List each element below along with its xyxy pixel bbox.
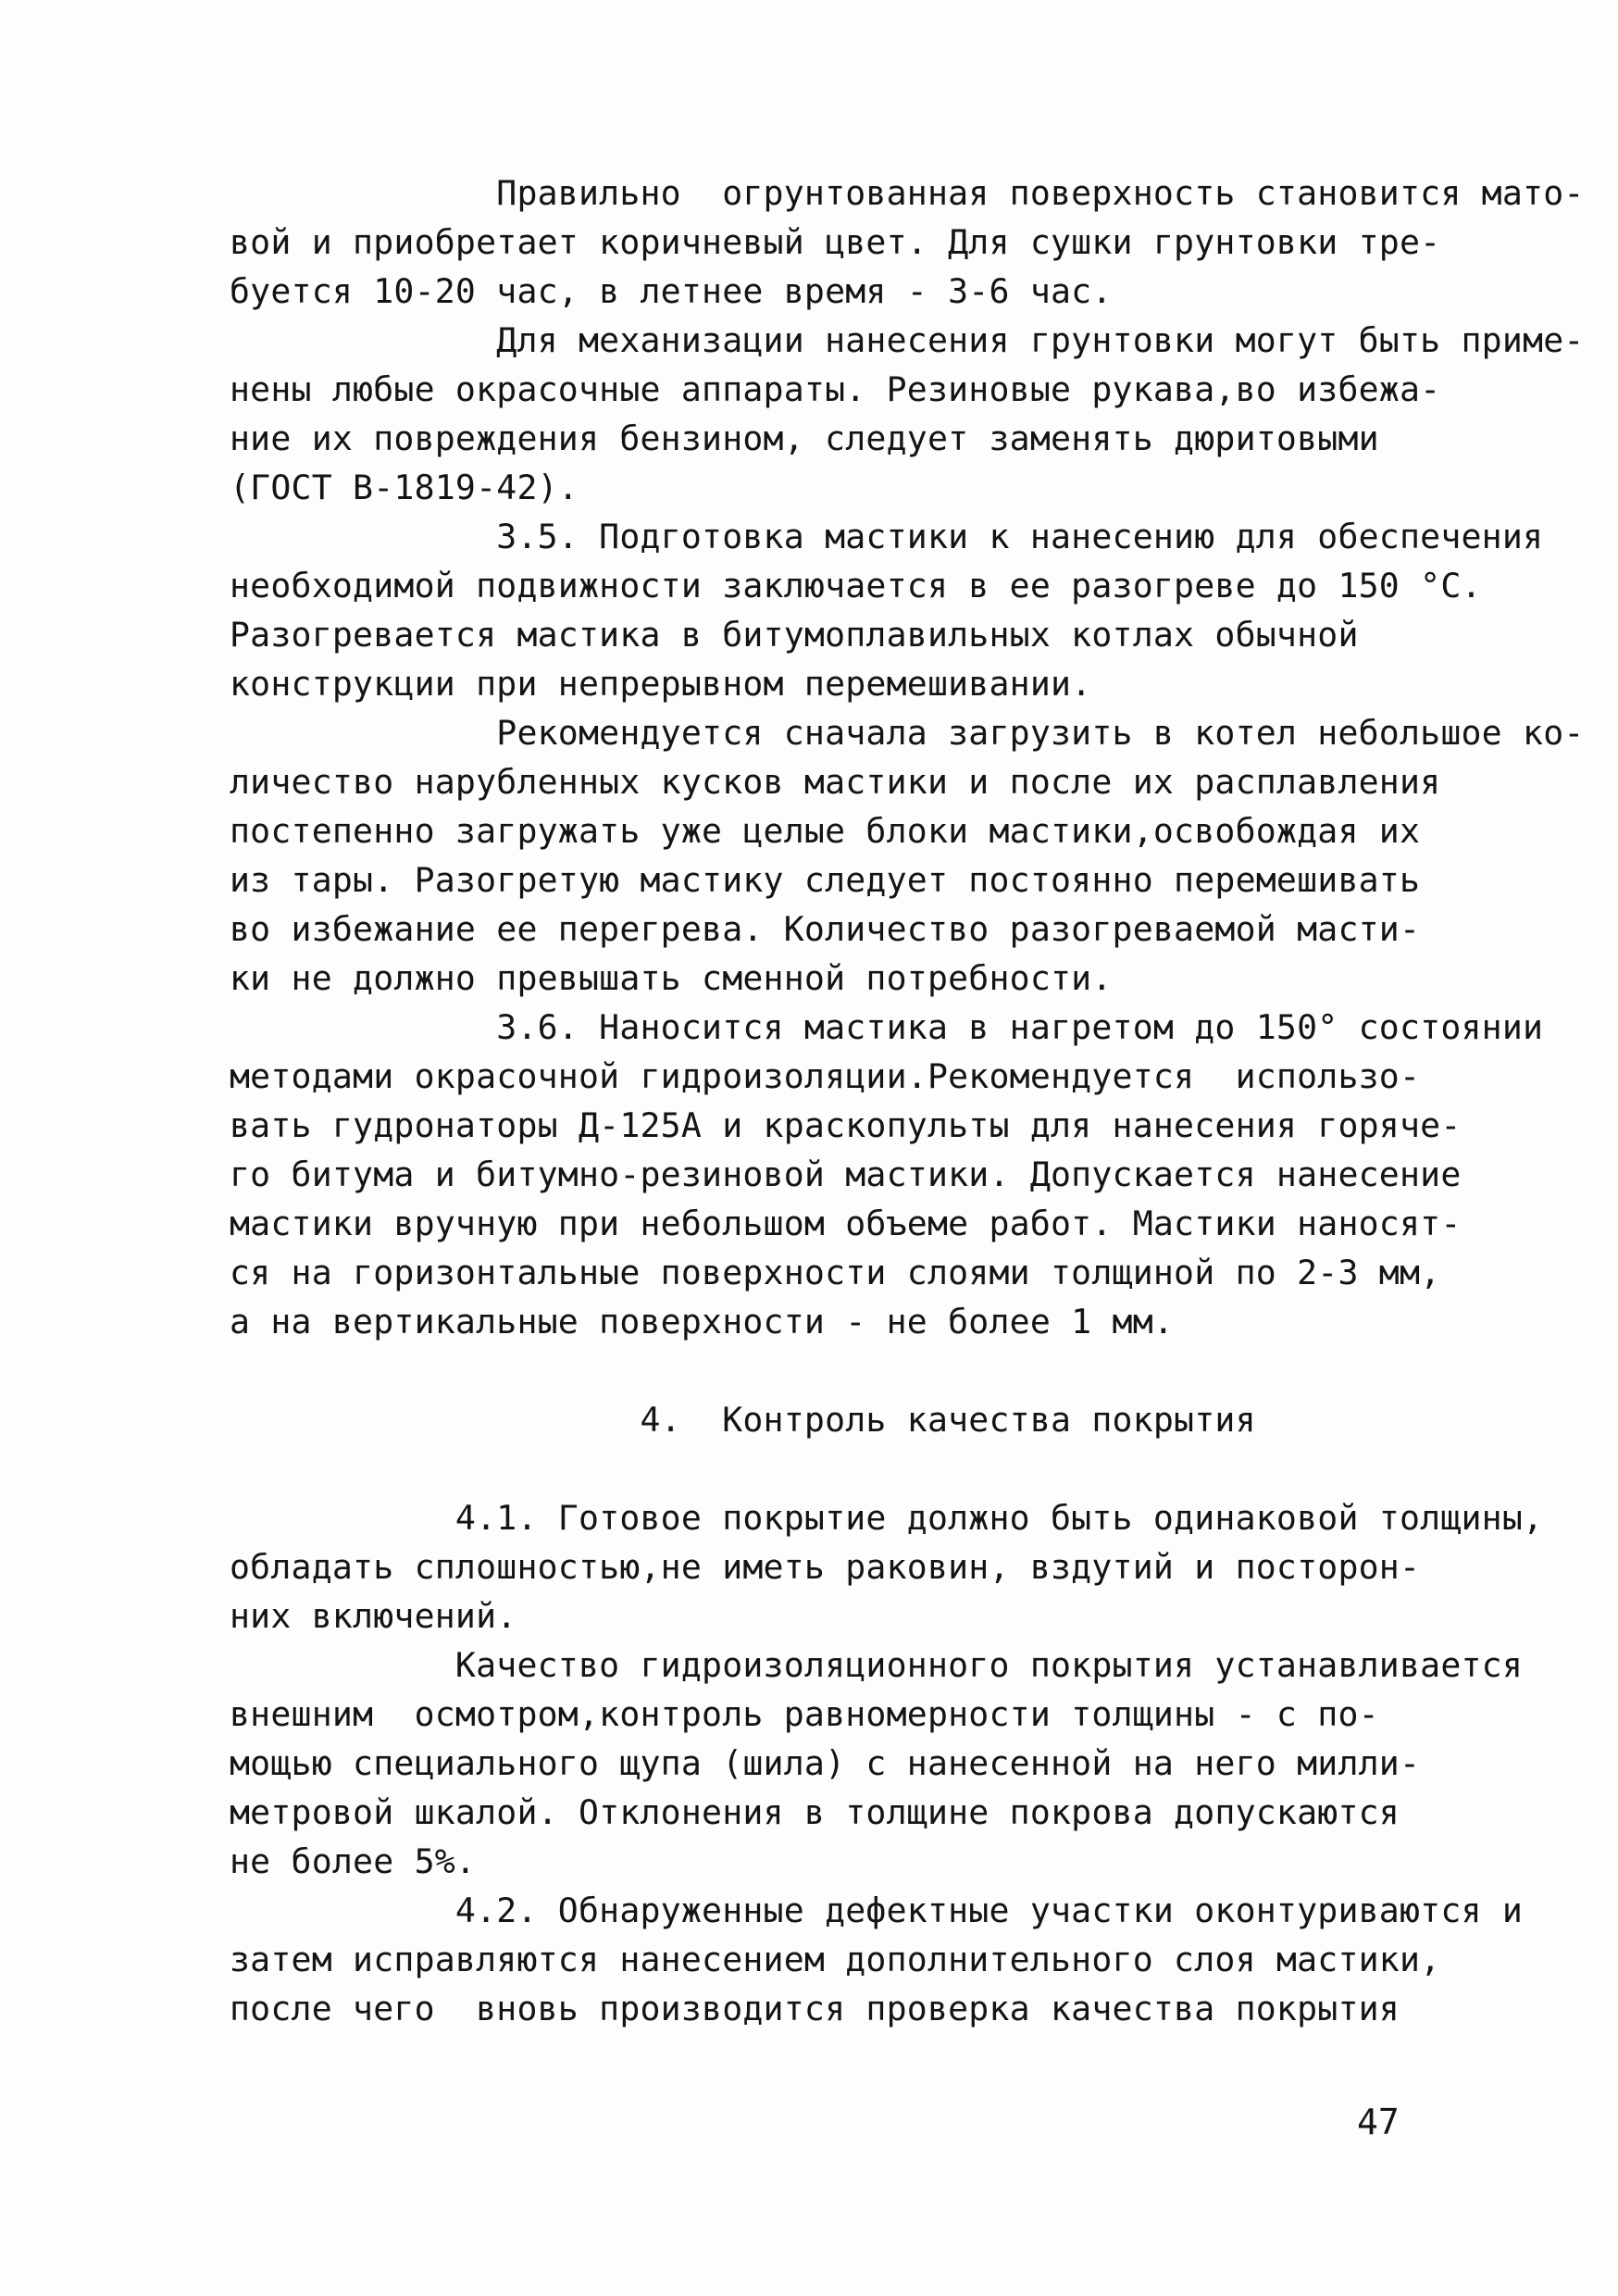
text-line: ся на горизонтальные поверхности слоями толщиной по 2-3 мм,: [230, 1253, 1441, 1292]
text-line: метровой шкалой. Отклонения в толщине покрова допускаются: [230, 1792, 1400, 1832]
blank-line: [230, 1346, 1442, 1395]
text-line: ние их повреждения бензином, следует заменять дюритовыми: [230, 418, 1379, 458]
text-line: го битума и битумно-резиновой мастики. Допускается нанесение: [230, 1154, 1462, 1194]
text-line: постепенно загружать уже целые блоки мастики,освобождая их: [230, 811, 1421, 851]
text-line: нены любые окрасочные аппараты. Резиновые рукава,во избежа-: [230, 369, 1441, 409]
text-line: во избежание ее перегрева. Количество разогреваемой масти-: [230, 909, 1421, 949]
text-line: Качество гидроизоляционного покрытия устанавливается: [230, 1645, 1524, 1685]
document-text: [230, 168, 1585, 2033]
text-line: них включений.: [230, 1596, 517, 1636]
text-line: Разогревается мастика в битумоплавильных котлах обычной: [230, 615, 1359, 655]
text-line: 4.1. Готовое покрытие должно быть одинаковой толщины,: [230, 1498, 1544, 1538]
text-line: а на вертикальные поверхности - не более 1 мм.: [230, 1302, 1175, 1341]
page-number: 47: [1357, 2102, 1400, 2142]
text-line: необходимой подвижности заключается в ее разогреве до 150 °С.: [230, 566, 1482, 605]
text-line: 4.2. Обнаруженные дефектные участки оконтуриваются и: [230, 1890, 1524, 1930]
text-line: 3.6. Наносится мастика в нагретом до 150° состоянии: [230, 1007, 1544, 1047]
text-line: Рекомендуется сначала загрузить в котел небольшое ко-: [230, 713, 1585, 753]
text-line: буется 10-20 час, в летнее время - 3-6 час.: [230, 271, 1113, 311]
text-line: мощью специального щупа (шила) с нанесенной на него милли-: [230, 1743, 1421, 1783]
blank-line: [230, 1444, 1442, 1493]
text-line: обладать сплошностью,не иметь раковин, вздутий и посторон-: [230, 1547, 1421, 1587]
text-line: мастики вручную при небольшом объеме работ. Мастики наносят-: [230, 1204, 1462, 1243]
text-line: ки не должно превышать сменной потребности.: [230, 958, 1113, 998]
text-line: Правильно огрунтованная поверхность становится мато-: [230, 173, 1585, 213]
text-line: конструкции при непрерывном перемешивании.: [230, 664, 1092, 704]
text-line: вать гудронаторы Д-125А и краскопульты для нанесения горяче-: [230, 1105, 1462, 1145]
section-heading: 4. Контроль качества покрытия: [230, 1400, 1256, 1440]
text-line: личество нарубленных кусков мастики и после их расплавления: [230, 762, 1441, 802]
text-line: после чего вновь производится проверка качества покрытия: [230, 1989, 1400, 2028]
text-line: методами окрасочной гидроизоляции.Рекомендуется использо-: [230, 1056, 1421, 1096]
text-line: вой и приобретает коричневый цвет. Для сушки грунтовки тре-: [230, 222, 1441, 262]
text-line: затем исправляются нанесением дополнительного слоя мастики,: [230, 1940, 1441, 1979]
text-line: 3.5. Подготовка мастики к нанесению для обеспечения: [230, 517, 1544, 556]
text-line: (ГОСТ В-1819-42).: [230, 468, 579, 507]
text-line: не более 5%.: [230, 1841, 477, 1881]
text-line: из тары. Разогретую мастику следует постоянно перемешивать: [230, 860, 1421, 900]
text-line: внешним осмотром,контроль равномерности толщины - с по-: [230, 1694, 1379, 1734]
text-line: Для механизации нанесения грунтовки могут быть приме-: [230, 320, 1585, 360]
